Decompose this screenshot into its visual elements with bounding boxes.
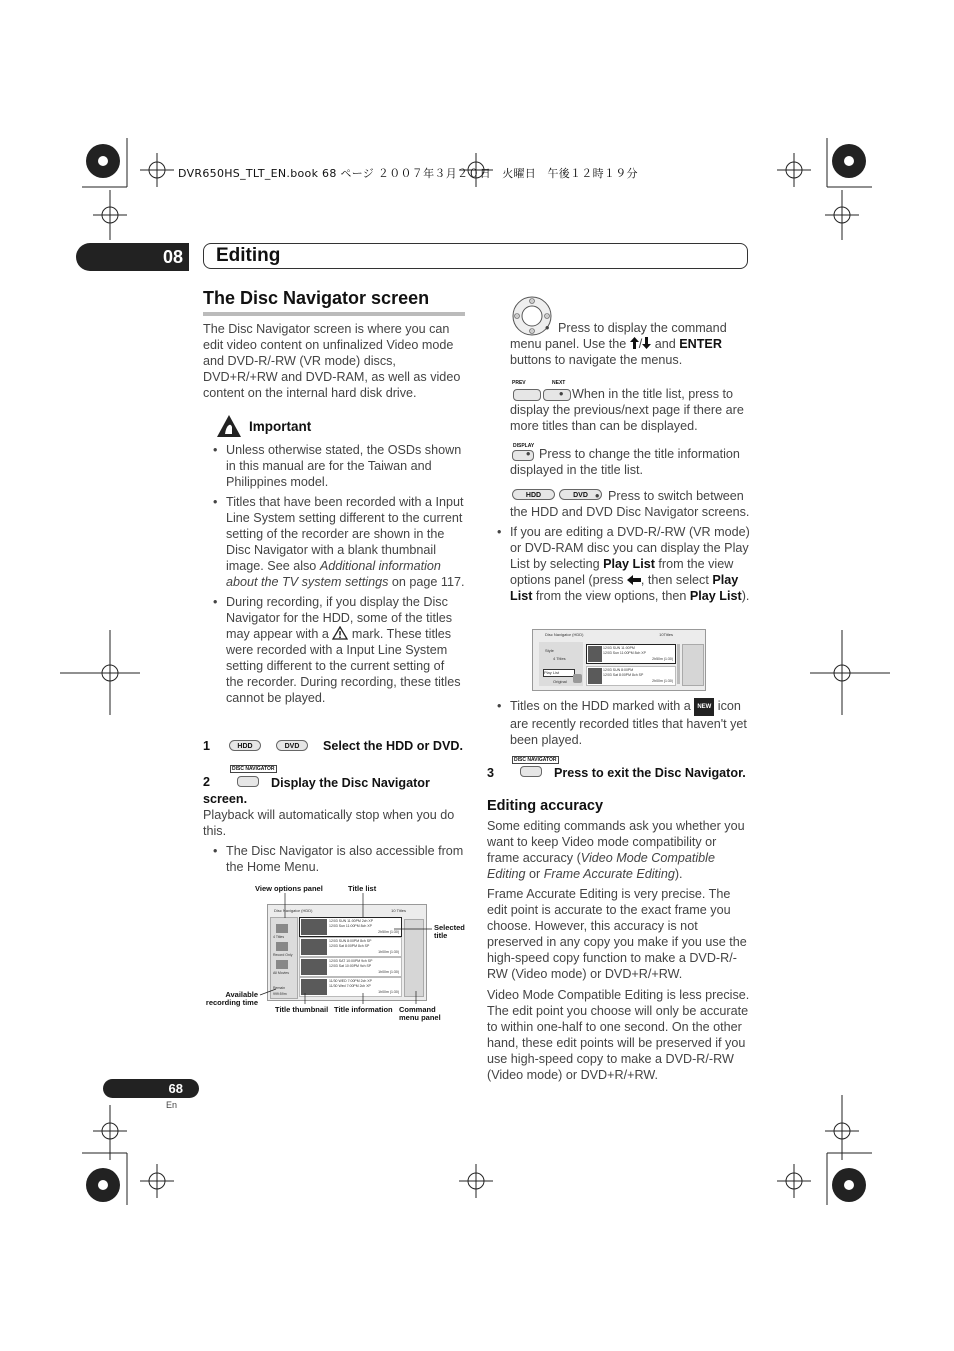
step-2-number: 2 [203, 775, 211, 789]
play-list-bullet: • If you are editing a DVD-R/-RW (VR mode) or DVD-RAM disc you can display the Play List by selecting Play List from the view options panel (press , then select Play List from the view options, then Play List). [497, 524, 752, 604]
scrollbar [677, 644, 680, 684]
important-icon [216, 414, 242, 438]
language-label: En [166, 1100, 178, 1110]
left-arrow-icon [627, 575, 641, 585]
important-bullet-2: • Titles that have been recorded with a Input Line System setting different to the current setting of the recorder are shown in the Disc Navigator with a blank thumbnail image. See also Additional information about the TV system settings on page 117. [213, 494, 465, 590]
label-title-thumbnail: Title thumbnail [275, 1005, 329, 1014]
screen2-count: 10Titles [659, 632, 673, 637]
accuracy-paragraph-1: Some editing commands ask you whether you want to keep Video mode compatibility or frame accuracy (Video Mode Compatible Editing or Frame Accurate Editing). [487, 819, 745, 881]
accuracy-paragraph-2: Frame Accurate Editing is very precise. The edit point is accurate to the exact frame you choose. However, this accuracy is not preserved in any copy you make if you use the high-speed copy function to make a DVD-R/-RW (Video mode) or DVD+R/+RW. [487, 887, 747, 981]
command-menu-panel-2 [682, 644, 704, 686]
play-list-screen [532, 629, 706, 691]
new-icon: NEW [694, 698, 714, 716]
right-list-3 [497, 446, 752, 482]
screen2-title: Disc Navigator (HDD) [545, 632, 584, 637]
title-row: 12/03 SAT 10:00PM 9ch SP 12/03 Sat 10:00PM 9ch SP 1h00m (1:30) [299, 957, 402, 977]
disc-navigator-button-icon-2 [520, 766, 542, 777]
title-row: 12/03 SUN 11:00PM 2ch XP 12/03 Sun 11:00PM 8ch XP 2h50m (1:30) [299, 917, 402, 937]
dvd-button-icon: DVD [276, 740, 308, 751]
label-title-information: Title information [334, 1005, 393, 1014]
right-list-1 [497, 320, 752, 372]
down-arrow-icon [642, 337, 651, 349]
play-list-option: Play List [543, 669, 575, 677]
page-number: 68 [103, 1079, 199, 1098]
chapter-title-box [203, 243, 748, 269]
chapter-title: Editing [216, 245, 281, 266]
right-list-4 [497, 488, 752, 608]
title-thumbnail [588, 668, 602, 684]
section-title: The Disc Navigator screen [203, 288, 430, 308]
step-1-number: 1 [203, 739, 211, 753]
step-3-number: 3 [487, 766, 495, 780]
play-list-row: 12/03 SUN 8:00PM 12/03 Sat 8:00PM 8ch SP 2h00m (1:30) [586, 666, 676, 686]
command-panel-bullet: • Press to display the command menu panel. Use the / and ENTER buttons to navigate the menus. [497, 320, 752, 368]
next-label: NEXT [552, 380, 566, 386]
play-list-row: 12/03 SUN 11:00PM 12/03 Sun 11:00PM 8ch XP 2h50m (1:30) [586, 644, 676, 664]
dvd-button-icon-2: DVD [559, 489, 602, 500]
hdd-button-icon-2: HDD [512, 489, 555, 500]
step-2-body: Playback will automatically stop when you do this. [203, 808, 455, 838]
right-list-2 [497, 386, 752, 438]
title-row: 11/30 WED 7:00PM 2ch XP 11/30 Wed 7:00PM 2ch XP 1h00m (1:30) [299, 977, 402, 997]
pencil-icon [573, 674, 582, 683]
up-arrow-icon [630, 337, 639, 349]
hdd-button-icon: HDD [229, 740, 261, 751]
disc-navigator-label: DISC NAVIGATOR [232, 766, 275, 772]
step-2-text: Display the Disc Navigator screen. [203, 776, 430, 806]
display-bullet: • Press to change the title information displayed in the title list. [497, 446, 752, 478]
display-label: DISPLAY [513, 443, 535, 449]
important-list [213, 442, 465, 710]
important-heading: Important [249, 419, 312, 434]
screen-count: 10 Titles [391, 908, 406, 913]
label-title-list: Title list [348, 884, 377, 893]
prev-label: PREV [512, 380, 526, 386]
title-thumbnail [588, 646, 602, 662]
file-stamp: DVR650HS_TLT_EN.book 68 ページ ２００７年３月２０日 火曜日 午後１２時１９分 [178, 167, 638, 180]
view-options-panel: 4 Titles Record Only All Movies Remain 999:59m [270, 917, 298, 999]
disc-navigator-figure [200, 882, 470, 1027]
important-bullet-1: • Unless otherwise stated, the OSDs shown in this manual are for the Taiwan and Philippines model. [213, 442, 465, 490]
view-options-panel-2: Style 4 Titles Play List Original [539, 642, 583, 686]
new-icon-bullet: • Titles on the HDD marked with a NEW icon are recently recorded titles that haven't yet been played. [497, 698, 752, 748]
section-title-rule [203, 312, 465, 316]
step-2-list [213, 843, 465, 879]
right-list-5 [497, 698, 752, 752]
label-available-time: Available recording time [205, 990, 258, 1007]
important-bullet-3: • During recording, if you display the Disc Navigator for the HDD, some of the titles may appear with a mark. These titles were recorded with a Input Line System setting different to the current setting of the recorder. During recording, these titles cannot be played. [213, 594, 465, 706]
label-selected-title: Selected title [434, 923, 465, 940]
step-3-text: Press to exit the Disc Navigator. [554, 766, 746, 780]
prev-next-bullet: • When in the title list, press to display the previous/next page if there are more titles than can be displayed. [497, 386, 752, 434]
warning-icon [332, 626, 348, 640]
screen-title: Disc Navigator (HDD) [274, 908, 313, 913]
step-2-bullet: • The Disc Navigator is also accessible from the Home Menu. [213, 843, 465, 875]
title-row: 12/03 SUN 8:00PM 8ch SP 12/03 Sat 8:00PM 8ch SP 1h00m (1:30) [299, 937, 402, 957]
label-view-options: View options panel [255, 884, 323, 893]
label-command-menu: Command menu panel [399, 1005, 441, 1022]
hdd-dvd-bullet: • Press to switch between the HDD and DVD Disc Navigator screens. [497, 488, 752, 520]
step-1-text: Select the HDD or DVD. [323, 739, 463, 753]
intro-paragraph: The Disc Navigator screen is where you can edit video content on unfinalized Video mode and DVD-R/-RW (VR mode) discs, DVD+R/+RW and DVD-RAM, as well as video content on the internal hard disk drive. [203, 322, 461, 400]
accuracy-heading: Editing accuracy [487, 798, 604, 814]
accuracy-paragraph-3: Video Mode Compatible Editing is less precise. The edit point you choose will only be accurate to within one-half to one second. On the other hand, these edit points will be preserved if you use high-speed copy to make a DVD-R/-RW (Video mode) or DVD+R/+RW. [487, 988, 750, 1082]
disc-navigator-label-2: DISC NAVIGATOR [514, 757, 557, 763]
chapter-number: 08 [76, 243, 189, 271]
